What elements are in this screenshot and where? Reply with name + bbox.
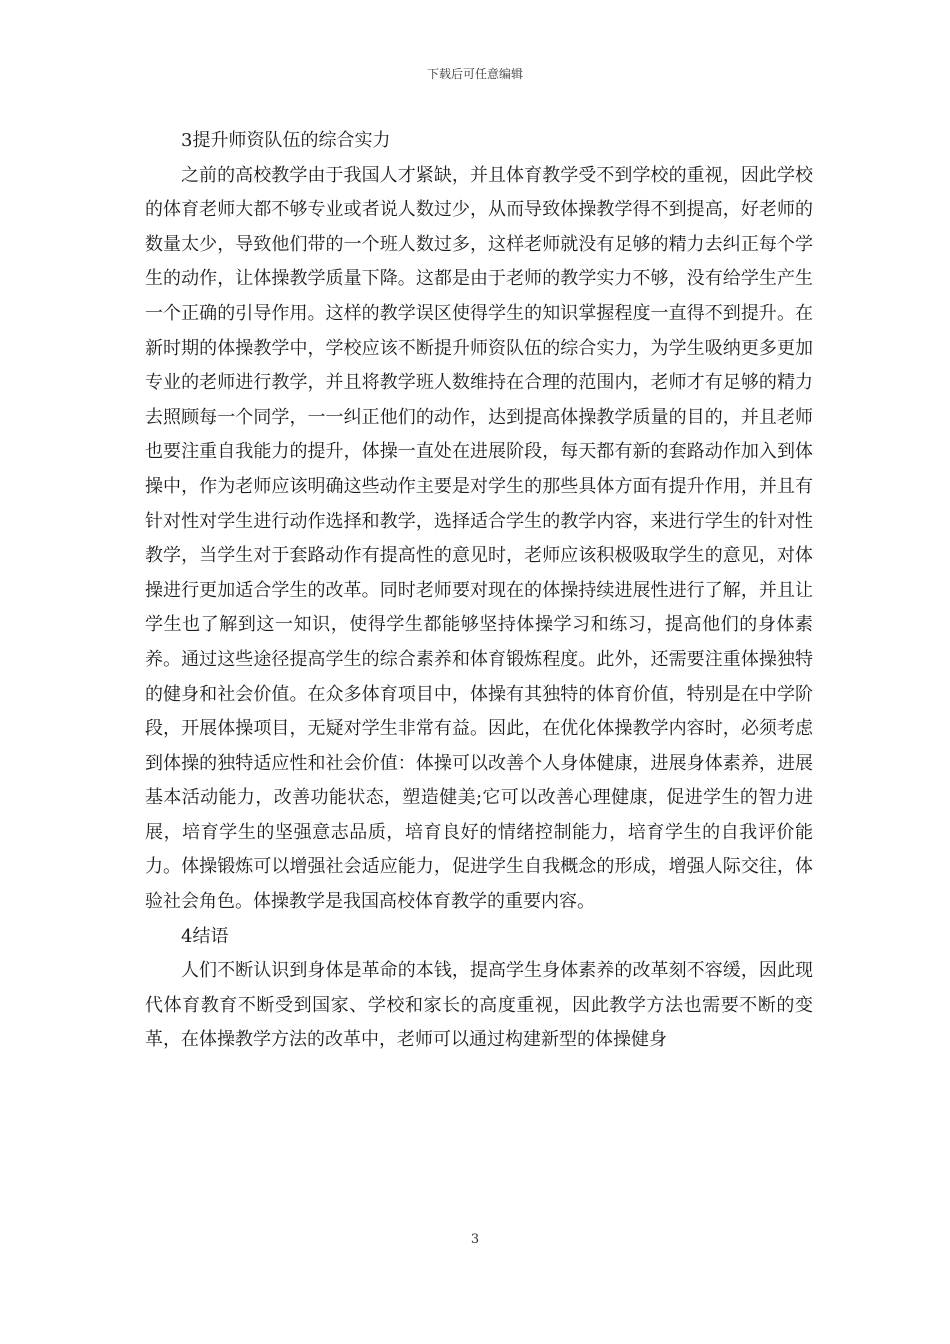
page-number: 3 (470, 1232, 480, 1247)
section-4-heading: 4结语 (181, 925, 229, 947)
section-3-heading: 3提升师资队伍的综合实力 (181, 130, 391, 151)
section-4-paragraph: 人们不断认识到身体是革命的本钱，提高学生身体素养的改革刻不容缓，因此现代体育教育不断受到国家、学校和家长的高度重视，因此教学方法也需要不断的变革，在体操教学方法的改革中，老师可以通过构建新型的体操健身 (145, 960, 813, 1051)
section-3-paragraph: 之前的高校教学由于我国人才紧缺，并且体育教学受不到学校的重视，因此学校的体育老师大都不够专业或者说人数过少，从而导致体操教学得不到提高，好老师的数量太少，导致他们带的一个班人数过多，这样老师就没有足够的精力去纠正每个学生的动作，让体操教学质量下降。这都是由于老师的教学实力不够，没有给学生产生一个正确的引导作用。这样的教学误区使得学生的知识掌握程度一直得不到提升。在新时期的体操教学中，学校应该不断提升师资队伍的综合实力，为学生吸纳更多更加专业的老师进行教学，并且将教学班人数维持在合理的范围内，老师才有足够的精力去照顾每一个同学，一一纠正他们的动作，达到提高体操教学质量的目的，并且老师也要注重自我能力的提升，体操一直处在进展阶段，每天都有新的套路动作加入到体操中，作为老师应该明确这些动作主要是对学生的那些具体方面有提升作用，并且有针对性对学生进行动作选择和教学，选择适合学生的教学内容，来进行学生的针对性教学，当学生对于套路动作有提高性的意见时，老师应该积极吸取学生的意见，对体操进行更加适合学生的改革。同时老师要对现在的体操持续进展性进行了解，并且让学生也了解到这一知识，使得学生都能够坚持体操学习和练习，提高他们的身体素养。通过这些途径提高学生的综合素养和体育锻炼程度。此外，还需要注重体操独特的健身和社会价值。在众多体育项目中，体操有其独特的体育价值，特别是在中学阶段，开展体操项目，无疑对学生非常有益。因此，在优化体操教学内容时，必须考虑到体操的独特适应性和社会价值：体操可以改善个人身体健康，进展身体素养，进展基本活动能力，改善功能状态，塑造健美;它可以改善心理健康，促进学生的智力进展，培育学生的坚强意志品质，培育良好的情绪控制能力，培育学生的自我评价能力。体操锻炼可以增强社会适应能力，促进学生自我概念的形成，增强人际交往，体验社会角色。体操教学是我国高校体育教学的重要内容。 (145, 164, 813, 913)
document-body (145, 124, 813, 1058)
page-header-note: 下载后可任意编辑 (426, 67, 523, 81)
